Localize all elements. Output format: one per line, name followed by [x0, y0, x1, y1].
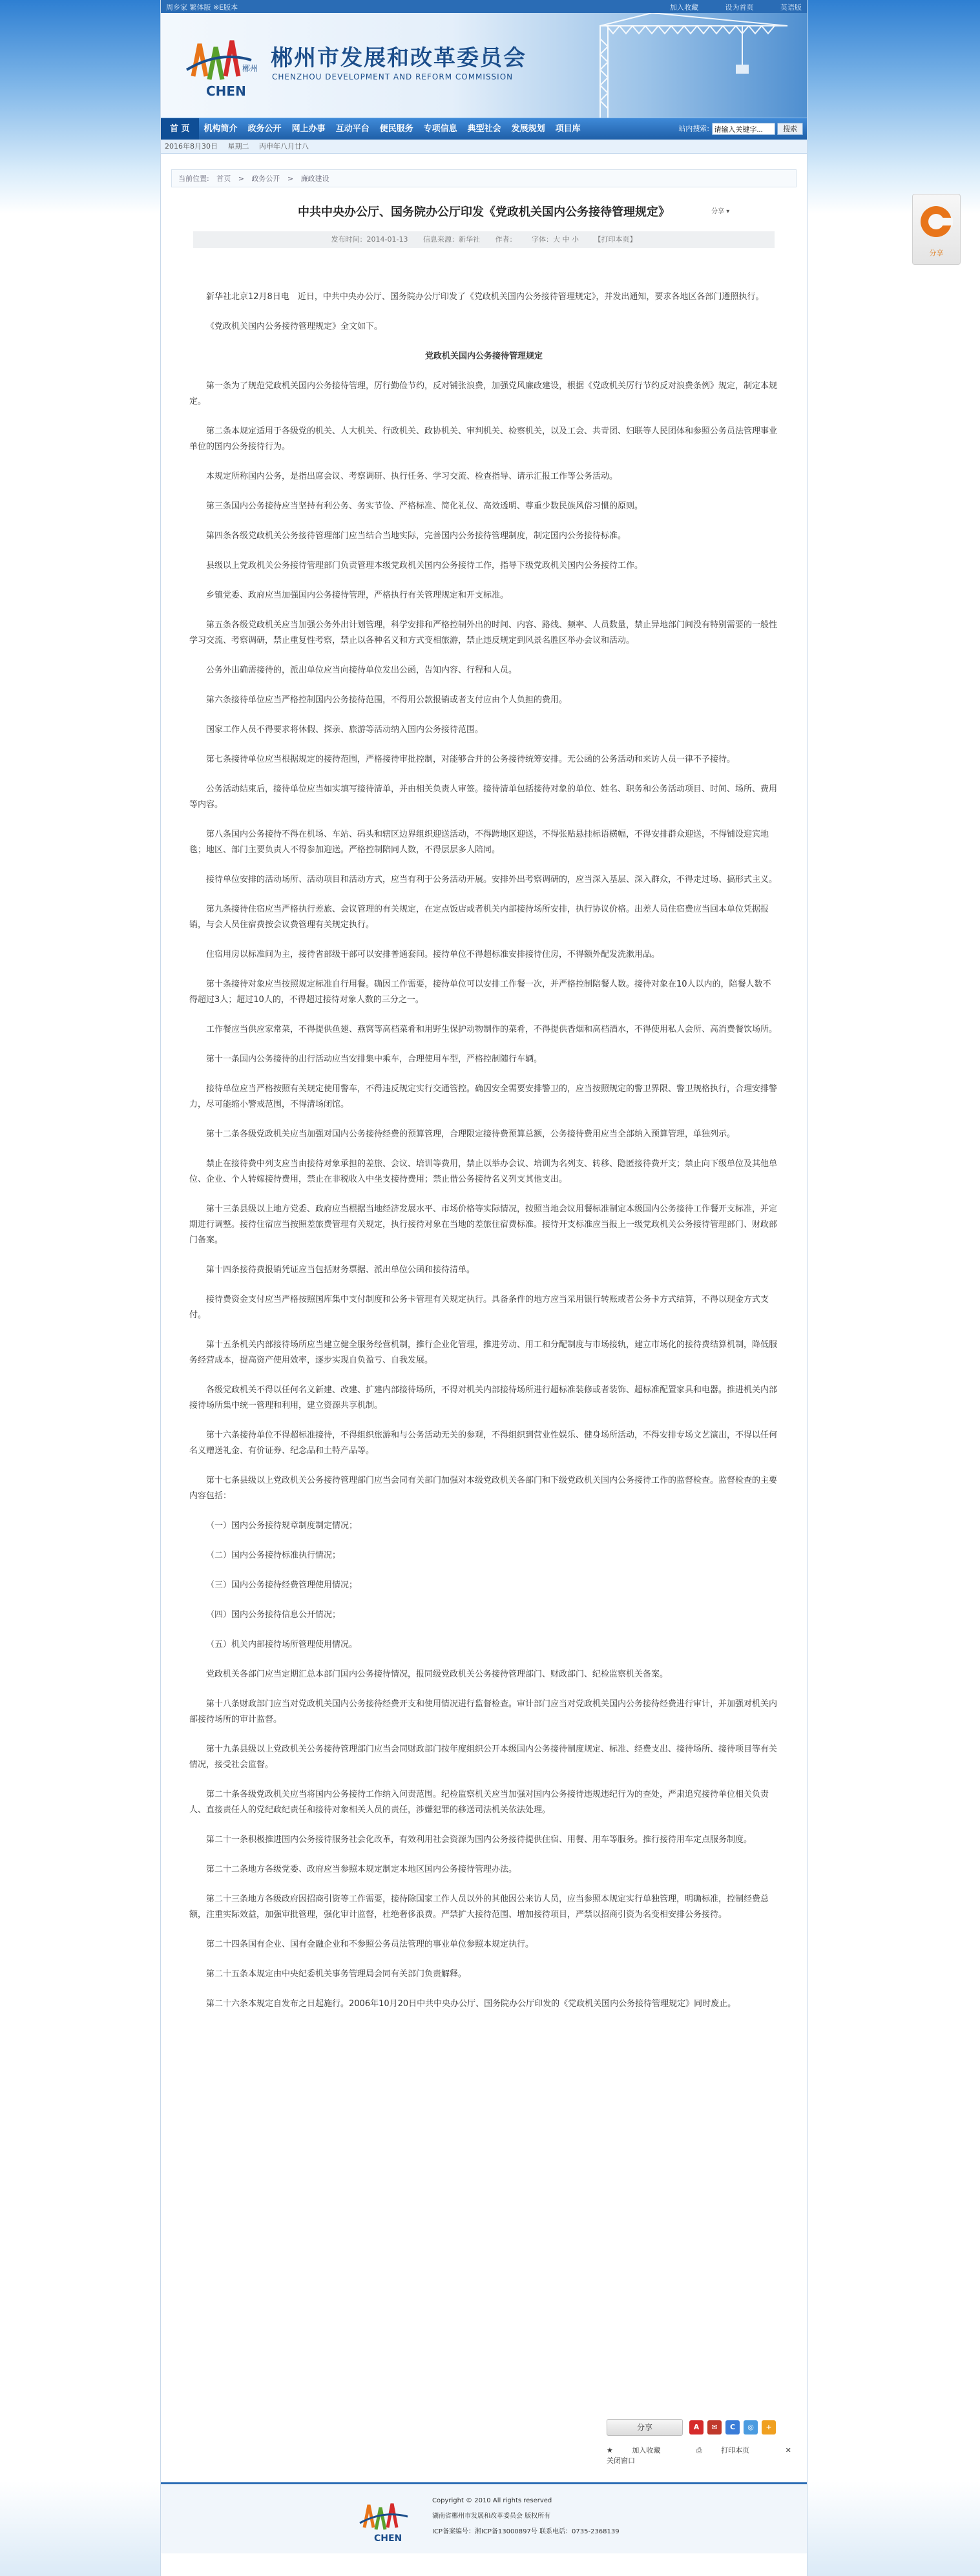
article-paragraph: 工作餐应当供应家常菜，不得提供鱼翅、燕窝等高档菜肴和用野生保护动物制作的菜肴，不得提供香烟和高档酒水，不得使用私人会所、高消费餐饮场所。	[206, 1025, 778, 1034]
site-name: 郴州市发展和改革委员会	[271, 45, 526, 71]
site-banner	[161, 13, 807, 118]
article-paragraph: （二）国内公务接待标准执行情况；	[206, 1551, 341, 1560]
nav-interaction[interactable]: 互动平台	[335, 124, 370, 134]
article-title: 中共中央办公厅、国务院办公厅印发《党政机关国内公务接待管理规定》	[298, 205, 670, 219]
breadcrumb-public-affairs[interactable]: 政务公开	[251, 174, 280, 183]
print-action[interactable]	[696, 2446, 766, 2455]
favorite-label: 加入收藏	[632, 2446, 661, 2455]
more-share-icon[interactable]: +	[762, 2420, 776, 2435]
nav-project-library[interactable]: 项目库	[555, 124, 581, 134]
article-paragraph: 第七条接待单位应当根据规定的接待范围，严格接待审批控制，对能够合并的公务接待统筹安排。无公函的公务活动和来访人员一律不予接待。	[206, 755, 736, 764]
nav-public-affairs[interactable]: 政务公开	[247, 124, 282, 134]
logo-en-text: CHEN	[206, 83, 246, 99]
pdf-icon[interactable]: A	[689, 2420, 704, 2435]
article-paragraph: 第二十五条本规定由中央纪委机关事务管理局会同有关部门负责解释。	[206, 1969, 467, 1979]
article-paragraph: 第二十条各级党政机关应当将国内公务接待工作纳入问责范围。纪检监察机关应当加强对国内公务接待违规违纪行为的查处，严肃追究接待单位相关负责人、直接责任人的党纪政纪责任和接待对象相关人员的责任，涉嫌犯罪的移送司法机关依法处理。	[189, 1790, 769, 1815]
article-source: 信息来源：新华社	[422, 235, 480, 244]
weibo-icon[interactable]: ✉	[707, 2420, 722, 2435]
english-version-link[interactable]: 英语版	[780, 3, 802, 12]
footer-logo	[355, 2498, 419, 2546]
article-paragraph: 本规定所称国内公务，是指出席会议、考察调研、执行任务、学习交流、检查指导、请示汇报工作等公务活动。	[206, 472, 618, 481]
article-paragraph: （五）机关内部接待场所管理使用情况。	[206, 1640, 358, 1649]
share-button[interactable]: 分享	[607, 2419, 683, 2436]
construction-crane-illustration	[574, 13, 807, 118]
article-paragraph: 第十八条财政部门应当对党政机关国内公务接待经费开支和使用情况进行监督检查。审计部门应当对党政机关国内公务接待经费进行审计，并加强对机关内部接待场所的审计监督。	[189, 1699, 778, 1724]
article-paragraph: 第六条接待单位应当严格控制国内公务接待范围，不得用公款报销或者支付应由个人负担的费用。	[206, 695, 568, 705]
article-paragraph: 第十六条接待单位不得超标准接待，不得组织旅游和与公务活动无关的参观，不得组织到营业性娱乐、健身场所活动，不得安排专场文艺演出，不得以任何名义赠送礼金、有价证券、纪念品和土特产品等。	[189, 1430, 778, 1456]
breadcrumb-separator: >	[287, 174, 294, 183]
logo-text: 郴州	[242, 64, 258, 73]
article-paragraph: 第一条为了规范党政机关国内公务接待管理，厉行勤俭节约，反对铺张浪费，加强党风廉政建设，根据《党政机关厉行节约反对浪费条例》规定，制定本规定。	[189, 381, 778, 406]
floating-logo-icon	[913, 194, 960, 246]
language-switch[interactable]: 周乡家 繁体版 ※E版本	[166, 3, 238, 12]
favorite-action[interactable]	[607, 2446, 677, 2455]
article-paragraph: 第十二条各级党政机关应当加强对国内公务接待经费的预算管理，合理限定接待费预算总额，公务接待费用应当全部纳入预算管理，单独列示。	[206, 1129, 736, 1139]
article-paragraph: 国家工作人员不得要求将休假、探亲、旅游等活动纳入国内公务接待范围。	[206, 725, 484, 735]
close-icon: ✕	[785, 2446, 791, 2455]
site-logo[interactable]	[180, 31, 264, 111]
article-paragraph: 第二十一条积极推进国内公务接待服务社会化改革，有效利用社会资源为国内公务接待提供住宿、用餐、用车等服务。推行接待用车定点服务制度。	[206, 1835, 753, 1845]
set-homepage-link[interactable]: 设为首页	[725, 3, 754, 12]
article-paragraph: 新华社北京12月8日电 近日，中共中央办公厅、国务院办公厅印发了《党政机关国内公务接待管理规定》，并发出通知，要求各地区各部门遵照执行。	[206, 292, 764, 302]
article-paragraph: （四）国内公务接待信息公开情况；	[206, 1610, 341, 1620]
article-paragraph: 县级以上党政机关公务接待管理部门负责管理本级党政机关国内公务接待工作，指导下级党政机关国内公务接待工作。	[206, 561, 643, 571]
article-paragraph: 接待单位安排的活动场所、活动项目和活动方式，应当有利于公务活动开展。安排外出考察调研的，应当深入基层、深入群众，不得走过场、搞形式主义。	[206, 875, 778, 885]
nav-special-info[interactable]: 专项信息	[423, 124, 457, 134]
article-paragraph: 第二十四条国有企业、国有金融企业和不参照公务员法管理的事业单位参照本规定执行。	[206, 1940, 534, 1949]
page-actions	[607, 2445, 807, 2466]
copyright: Copyright © 2010 All rights reserved	[432, 2497, 552, 2504]
footer-text	[432, 2493, 620, 2540]
breadcrumb-label: 当前位置:	[178, 174, 209, 183]
breadcrumb-current[interactable]: 廉政建设	[300, 174, 329, 183]
share-dropdown[interactable]	[711, 205, 729, 215]
footer-icp: ICP备案编号：湘ICP备13000897号 联系电话：0735-2368139	[432, 2528, 620, 2535]
nav-home[interactable]: 首 页	[161, 118, 199, 140]
article-paragraph: 第八条国内公务接待不得在机场、车站、码头和辖区边界组织迎送活动，不得跨地区迎送，不得张贴悬挂标语横幅，不得安排群众迎送，不得铺设迎宾地毯；地区、部门主要负责人不得参加迎送。严格控制陪同人数，不得层层多人陪同。	[189, 830, 769, 855]
article-paragraph: 禁止在接待费中列支应当由接待对象承担的差旅、会议、培训等费用，禁止以举办会议、培训为名列支、转移、隐匿接待费开支；禁止向下级单位及其他单位、企业、个人转嫁接待费用，禁止在非税收入中坐支接待费用；禁止借公务接待名义列支其他支出。	[189, 1159, 778, 1184]
article-paragraph: 住宿用房以标准间为主，接待省部级干部可以安排普通套间。接待单位不得超标准安排接待住房，不得额外配发洗漱用品。	[206, 950, 660, 959]
article-paragraph: （三）国内公务接待经费管理使用情况；	[206, 1580, 358, 1590]
article-paragraph: 各级党政机关不得以任何名义新建、改建、扩建内部接待场所，不得对机关内部接待场所进行超标准装修或者装饰、超标准配置家具和电器。推进机关内部接待场所集中统一管理和利用，建立资源共享机制。	[189, 1385, 778, 1410]
article-paragraph: 第二十六条本规定自发布之日起施行。2006年10月20日中共中央办公厅、国务院办公厅印发的《党政机关国内公务接待管理规定》同时废止。	[206, 1999, 736, 2009]
print-link[interactable]: 【打印本页】	[594, 235, 637, 244]
breadcrumb	[171, 169, 797, 187]
nav-citizen-services[interactable]: 便民服务	[379, 124, 413, 134]
print-label: 打印本页	[721, 2446, 750, 2455]
lunar-date: 丙申年八月廿八	[259, 142, 309, 151]
article-paragraph: 第十四条接待费报销凭证应当包括财务票据、派出单位公函和接待清单。	[206, 1265, 475, 1275]
footer-logo-text: CHEN	[374, 2533, 402, 2544]
article-paragraph: 接待费资金支付应当严格按照国库集中支付制度和公务卡管理有关规定执行。具备条件的地方应当采用银行转账或者公务卡方式结算，不得以现金方式支付。	[189, 1295, 769, 1320]
page-container	[160, 0, 808, 2576]
chevron-down-icon: ▾	[726, 208, 730, 215]
article-paragraph: 第九条接待住宿应当严格执行差旅、会议管理的有关规定，在定点饭店或者机关内部接待场所安排，执行协议价格。出差人员住宿费应当回本单位凭据报销，与会人员住宿费按会议费管理有关规定执行。	[189, 905, 769, 930]
close-label: 关闭窗口	[607, 2456, 635, 2465]
article-paragraph: 第十九条县级以上党政机关公务接待管理部门应当会同财政部门按年度组织公开本级国内公务接待制度规定、标准、经费支出、接待场所、接待项目等有关情况，接受社会监督。	[189, 1744, 778, 1770]
weekday: 星期二	[227, 142, 249, 151]
article-paragraph: 第五条各级党政机关应当加强公务外出计划管理，科学安排和严格控制外出的时间、内容、路线、频率、人员数量，禁止异地部门间没有特别需要的一般性学习交流、考察调研，禁止重复性考察，禁止以各种名义和方式变相旅游，禁止违反规定到风景名胜区举办会议和活动。	[189, 620, 778, 645]
article-paragraph: 第十一条国内公务接待的出行活动应当安排集中乘车，合理使用车型，严格控制随行车辆。	[206, 1054, 543, 1064]
renren-icon[interactable]: ◎	[744, 2420, 758, 2435]
floating-share-label: 分享	[929, 249, 944, 257]
article-paragraph: 乡镇党委、政府应当加强国内公务接待管理，严格执行有关管理规定和开支标准。	[206, 591, 509, 600]
article-meta	[193, 231, 775, 248]
article-paragraph: 第十条接待对象应当按照规定标准自行用餐。确因工作需要，接待单位可以安排工作餐一次，并严格控制陪餐人数。接待对象在10人以内的，陪餐人数不得超过3人；超过10人的，不得超过接待对象人数的三分之一。	[189, 979, 771, 1005]
article-paragraph: 第四条各级党政机关公务接待管理部门应当结合当地实际，完善国内公务接待管理制度，制定国内公务接待标准。	[206, 531, 627, 541]
breadcrumb-separator: >	[238, 174, 244, 183]
search-button[interactable]: 搜索	[777, 123, 803, 135]
star-icon: ★	[607, 2446, 616, 2455]
share-label: 分享	[711, 208, 724, 215]
article-paragraph: 第十三条县级以上地方党委、政府应当根据当地经济发展水平、市场价格等实际情况，按照当地会议用餐标准制定本级国内公务接待工作餐开支标准，并定期进行调整。接待住宿应当按照差旅费管理有关规定，执行接待对象在当地的差旅住宿费标准。接待开支标准应当报上一级党政机关公务接待管理部门、财政部门备案。	[189, 1204, 778, 1245]
site-footer	[161, 2482, 807, 2553]
print-icon: ⎙	[696, 2446, 705, 2455]
article-paragraph: 公务外出确需接待的，派出单位应当向接待单位发出公函，告知内容、行程和人员。	[206, 665, 517, 675]
floating-share-widget[interactable]	[912, 194, 961, 265]
article-paragraph: 公务活动结束后，接待单位应当如实填写接待清单，并由相关负责人审签。接待清单包括接待对象的单位、姓名、职务和公务活动项目、时间、场所、费用等内容。	[189, 784, 778, 810]
article-body	[189, 289, 778, 2026]
article-paragraph: 第十五条机关内部接待场所应当建立健全服务经营机制，推行企业化管理，推进劳动、用工和分配制度与市场接轨，建立市场化的接待费结算机制，降低服务经营成本，提高资产使用效率，逐步实现自负盈亏、自我发展。	[189, 1340, 778, 1365]
site-search	[678, 123, 803, 135]
article-paragraph: 第二条本规定适用于各级党的机关、人大机关、行政机关、政协机关、审判机关、检察机关，以及工会、共青团、妇联等人民团体和参照公务员法管理事业单位的国内公务接待行为。	[189, 426, 778, 452]
article-paragraph: 党政机关各部门应当定期汇总本部门国内公务接待情况，报同级党政机关公务接待管理部门、财政部门、纪检监察机关备案。	[206, 1670, 669, 1679]
top-utility-bar	[161, 0, 807, 13]
article-paragraph: 第十七条县级以上党政机关公务接待管理部门应当会同有关部门加强对本级党政机关各部门和下级党政机关国内公务接待工作的监督检查。监督检查的主要内容包括：	[189, 1476, 778, 1501]
nav-typical-society[interactable]: 典型社会	[467, 124, 501, 134]
article-paragraph: 第二十三条地方各级政府因招商引资等工作需要，接待除国家工作人员以外的其他因公来访人员，应当参照本规定实行单独管理，明确标准，控制经费总额，注重实际效益，加强审批管理，强化审计监督，杜绝奢侈浪费。严禁扩大接待范围、增加接待项目，严禁以招商引资为名变相安排公务接待。	[189, 1894, 769, 1920]
article-paragraph: 《党政机关国内公务接待管理规定》全文如下。	[206, 322, 383, 331]
add-favorite-link[interactable]: 加入收藏	[670, 3, 698, 12]
top-links	[645, 2, 802, 12]
current-date: 2016年8月30日	[165, 142, 218, 151]
main-navigation	[161, 118, 807, 140]
nav-about[interactable]: 机构简介	[203, 124, 238, 134]
article-paragraph: 第三条国内公务接待应当坚持有利公务、务实节俭、严格标准、简化礼仪、高效透明、尊重少数民族风俗习惯的原则。	[206, 501, 643, 511]
article-section-heading: 党政机关国内公务接待管理规定	[424, 351, 543, 361]
article-author: 作者：	[495, 235, 517, 244]
site-name-en: CHENZHOU DEVELOPMENT AND REFORM COMMISSION	[272, 72, 514, 81]
nav-development-plan[interactable]: 发展规划	[511, 124, 545, 134]
publish-date: 发布时间：2014-01-13	[331, 235, 408, 244]
search-label: 站内搜索:	[678, 124, 709, 133]
article-paragraph: 接待单位应当严格按照有关规定使用警车，不得违反规定实行交通管控。确因安全需要安排警卫的，应当按照规定的警卫界限、警卫规格执行，合理安排警力，尽可能缩小警戒范围，不得清场闭馆。	[189, 1084, 778, 1109]
article-paragraph: 第二十二条地方各级党委、政府应当参照本规定制定本地区国内公务接待管理办法。	[206, 1865, 517, 1874]
qq-icon[interactable]: C	[725, 2420, 740, 2435]
font-size-switch[interactable]: 字体：大 中 小	[531, 235, 579, 244]
breadcrumb-home[interactable]: 首页	[216, 174, 231, 183]
date-bar	[161, 140, 807, 154]
footer-org: 湖南省郴州市发展和改革委员会 版权所有	[432, 2513, 551, 2520]
search-input[interactable]	[712, 123, 775, 135]
article-paragraph: （一）国内公务接待规章制度制定情况；	[206, 1521, 358, 1531]
nav-online-services[interactable]: 网上办事	[291, 124, 326, 134]
